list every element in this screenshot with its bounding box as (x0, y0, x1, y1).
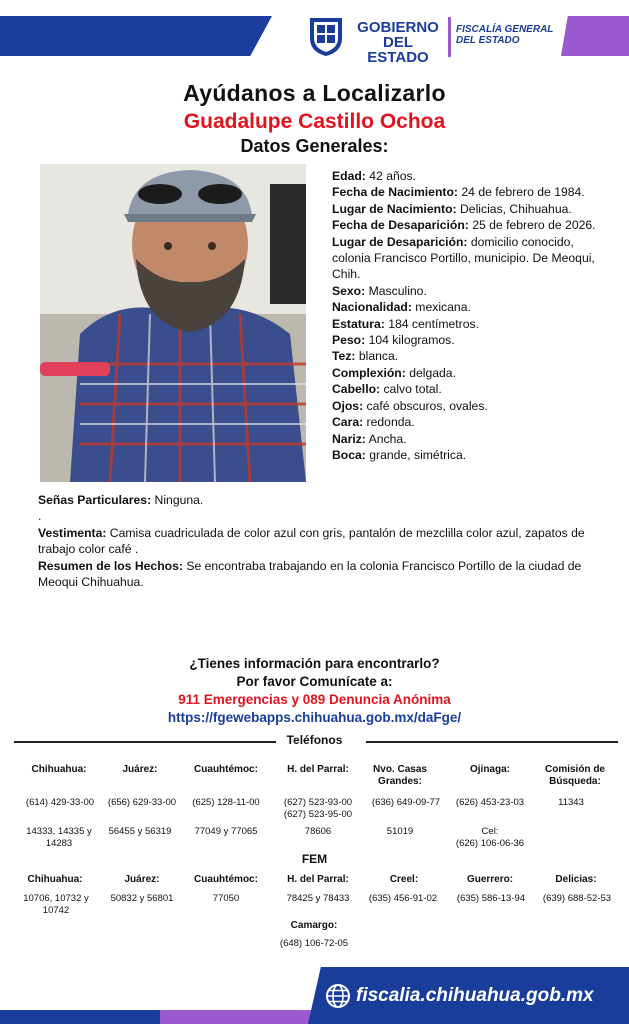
data-disappearance-date: Fecha de Desaparición: 25 de febrero de 2026. (332, 218, 596, 233)
globe-icon (325, 983, 351, 1009)
data-height: Estatura: 184 centímetros. (332, 316, 479, 331)
tel-chihuahua-phone: (614) 429-33-00 (25, 797, 95, 808)
data-hair: Cabello: calvo total. (332, 382, 442, 397)
contact-block (0, 655, 629, 727)
state-shield-logo (306, 14, 346, 58)
page-title: Ayúdanos a Localizarlo (183, 80, 446, 106)
clothing: Vestimenta: Camisa cuadriculada de color azul con gris, pantalón de mezclilla color azul, zapatos de trabajo color café . (38, 525, 585, 557)
fem-title: FEM (301, 852, 328, 866)
fem-header-guerrero: Guerrero: (466, 874, 514, 885)
section-title: Datos Generales: (240, 136, 389, 156)
data-birth-date: Fecha de Nacimiento: 24 de febrero de 1984. (332, 185, 585, 200)
ext-parral: 78606 (304, 826, 332, 837)
data-skin: Tez: blanca. (332, 349, 399, 364)
emergency-numbers: 911 Emergencias y 089 Denuncia Anónima (178, 692, 451, 707)
tel-header-nvo-casas-grandes: Nvo. Casas Grandes: (373, 764, 427, 787)
data-nose: Nariz: Ancha. (332, 431, 407, 446)
fem-creel-phone: (635) 456-91-02 (368, 893, 438, 904)
fem-juarez-ext: 50832 y 56801 (110, 893, 174, 904)
tel-header-juarez: Juárez: (122, 764, 158, 775)
tel-comision-phone: 11343 (558, 797, 584, 808)
fiscalia-logo-text: FISCALÍA GENERAL DEL ESTADO (456, 24, 554, 46)
distinguishing-marks: Señas Particulares: Ninguna. (38, 493, 204, 507)
data-birth-place: Lugar de Nacimiento: Delicias, Chihuahua. (332, 201, 572, 216)
person-photo (40, 164, 306, 482)
general-data-list (332, 168, 600, 463)
footer-bar-blue (0, 1010, 160, 1024)
footer-website-link[interactable]: fiscalia.chihuahua.gob.mx (356, 985, 594, 1006)
data-disappearance-place: Lugar de Desaparición: domicilio conocido, colonia Francisco Portillo, municipio. De Meoqui, Chih. (332, 234, 595, 282)
telefonos-title: Teléfonos (286, 733, 343, 747)
report-link[interactable]: https://fgewebapps.chihuahua.gob.mx/daFge/ (167, 710, 462, 725)
data-nationality: Nacionalidad: mexicana. (332, 300, 471, 315)
ext-cuauhtemoc: 77049 y 77065 (194, 826, 258, 837)
data-face: Cara: redonda. (332, 415, 415, 430)
contact-please: Por favor Comunícate a: (236, 674, 393, 689)
ext-ncg: 51019 (386, 826, 414, 837)
gobierno-logo-text: GOBIERNO DEL ESTADO (357, 19, 439, 66)
data-build: Complexión: delgada. (332, 365, 456, 380)
header-bar-right (561, 16, 629, 56)
description-block (38, 492, 598, 590)
data-mouth: Boca: grande, simétrica. (332, 447, 467, 462)
fem-camargo-phone: (648) 106-72-05 (279, 938, 349, 949)
contact-question: ¿Tienes información para encontrarlo? (189, 656, 440, 671)
data-sex: Sexo: Masculino. (332, 283, 427, 298)
separator-dot: . (38, 509, 42, 524)
fem-parral-ext: 78425 y 78433 (286, 893, 350, 904)
fem-delicias-phone: (639) 688-52-53 (542, 893, 612, 904)
fem-header-cuauhtemoc: Cuauhtémoc: (194, 874, 258, 885)
fem-header-delicias: Delicias: (555, 874, 597, 885)
tel-header-comision: Comisión de Búsqueda: (544, 764, 605, 787)
fem-header-chihuahua: Chihuahua: (27, 874, 83, 885)
tel-cuauhtemoc-phone: (625) 128-11-00 (192, 797, 260, 808)
data-age: Edad: 42 años. (332, 169, 417, 183)
ext-chihuahua: 14333, 14335 y 14283 (26, 826, 92, 849)
fem-header-parral: H. del Parral: (287, 874, 349, 885)
fem-cuauhtemoc-ext: 77050 (212, 893, 240, 904)
missing-person-name: Guadalupe Castillo Ochoa (183, 110, 446, 133)
tel-juarez-phone: (656) 629-33-00 (107, 797, 177, 808)
footer-bar-purple (160, 1010, 320, 1024)
ojinaga-cell: Cel: (626) 106-06-36 (455, 826, 525, 849)
header-bar-left (0, 16, 272, 56)
fem-header-camargo: Camargo: (290, 920, 338, 931)
tel-ncg-phone: (636) 649-09-77 (371, 797, 441, 808)
fem-chihuahua-ext: 10706, 10732 y 10742 (23, 893, 89, 916)
events-summary: Resumen de los Hechos: Se encontraba trabajando en la colonia Francisco Portillo de la ciudad de Meoqui Chihuahua. (38, 558, 582, 590)
tel-parral-phones: (627) 523-93-00 (627) 523-95-00 (283, 797, 353, 820)
tel-ojinaga-phone: (626) 453-23-03 (455, 797, 525, 808)
data-weight: Peso: 104 kilogramos. (332, 333, 455, 348)
data-eyes: Ojos: café obscuros, ovales. (332, 398, 488, 413)
ext-juarez: 56455 y 56319 (108, 826, 172, 837)
fem-header-juarez: Juárez: (124, 874, 160, 885)
fem-guerrero-phone: (635) 586-13-94 (456, 893, 526, 904)
tel-header-chihuahua: Chihuahua: (31, 764, 87, 775)
tel-header-cuauhtemoc: Cuauhtémoc: (194, 764, 258, 775)
tel-header-ojinaga: Ojinaga: (469, 764, 510, 775)
tel-header-parral: H. del Parral: (287, 764, 349, 775)
header-separator (448, 17, 451, 57)
fem-header-creel: Creel: (389, 874, 419, 885)
